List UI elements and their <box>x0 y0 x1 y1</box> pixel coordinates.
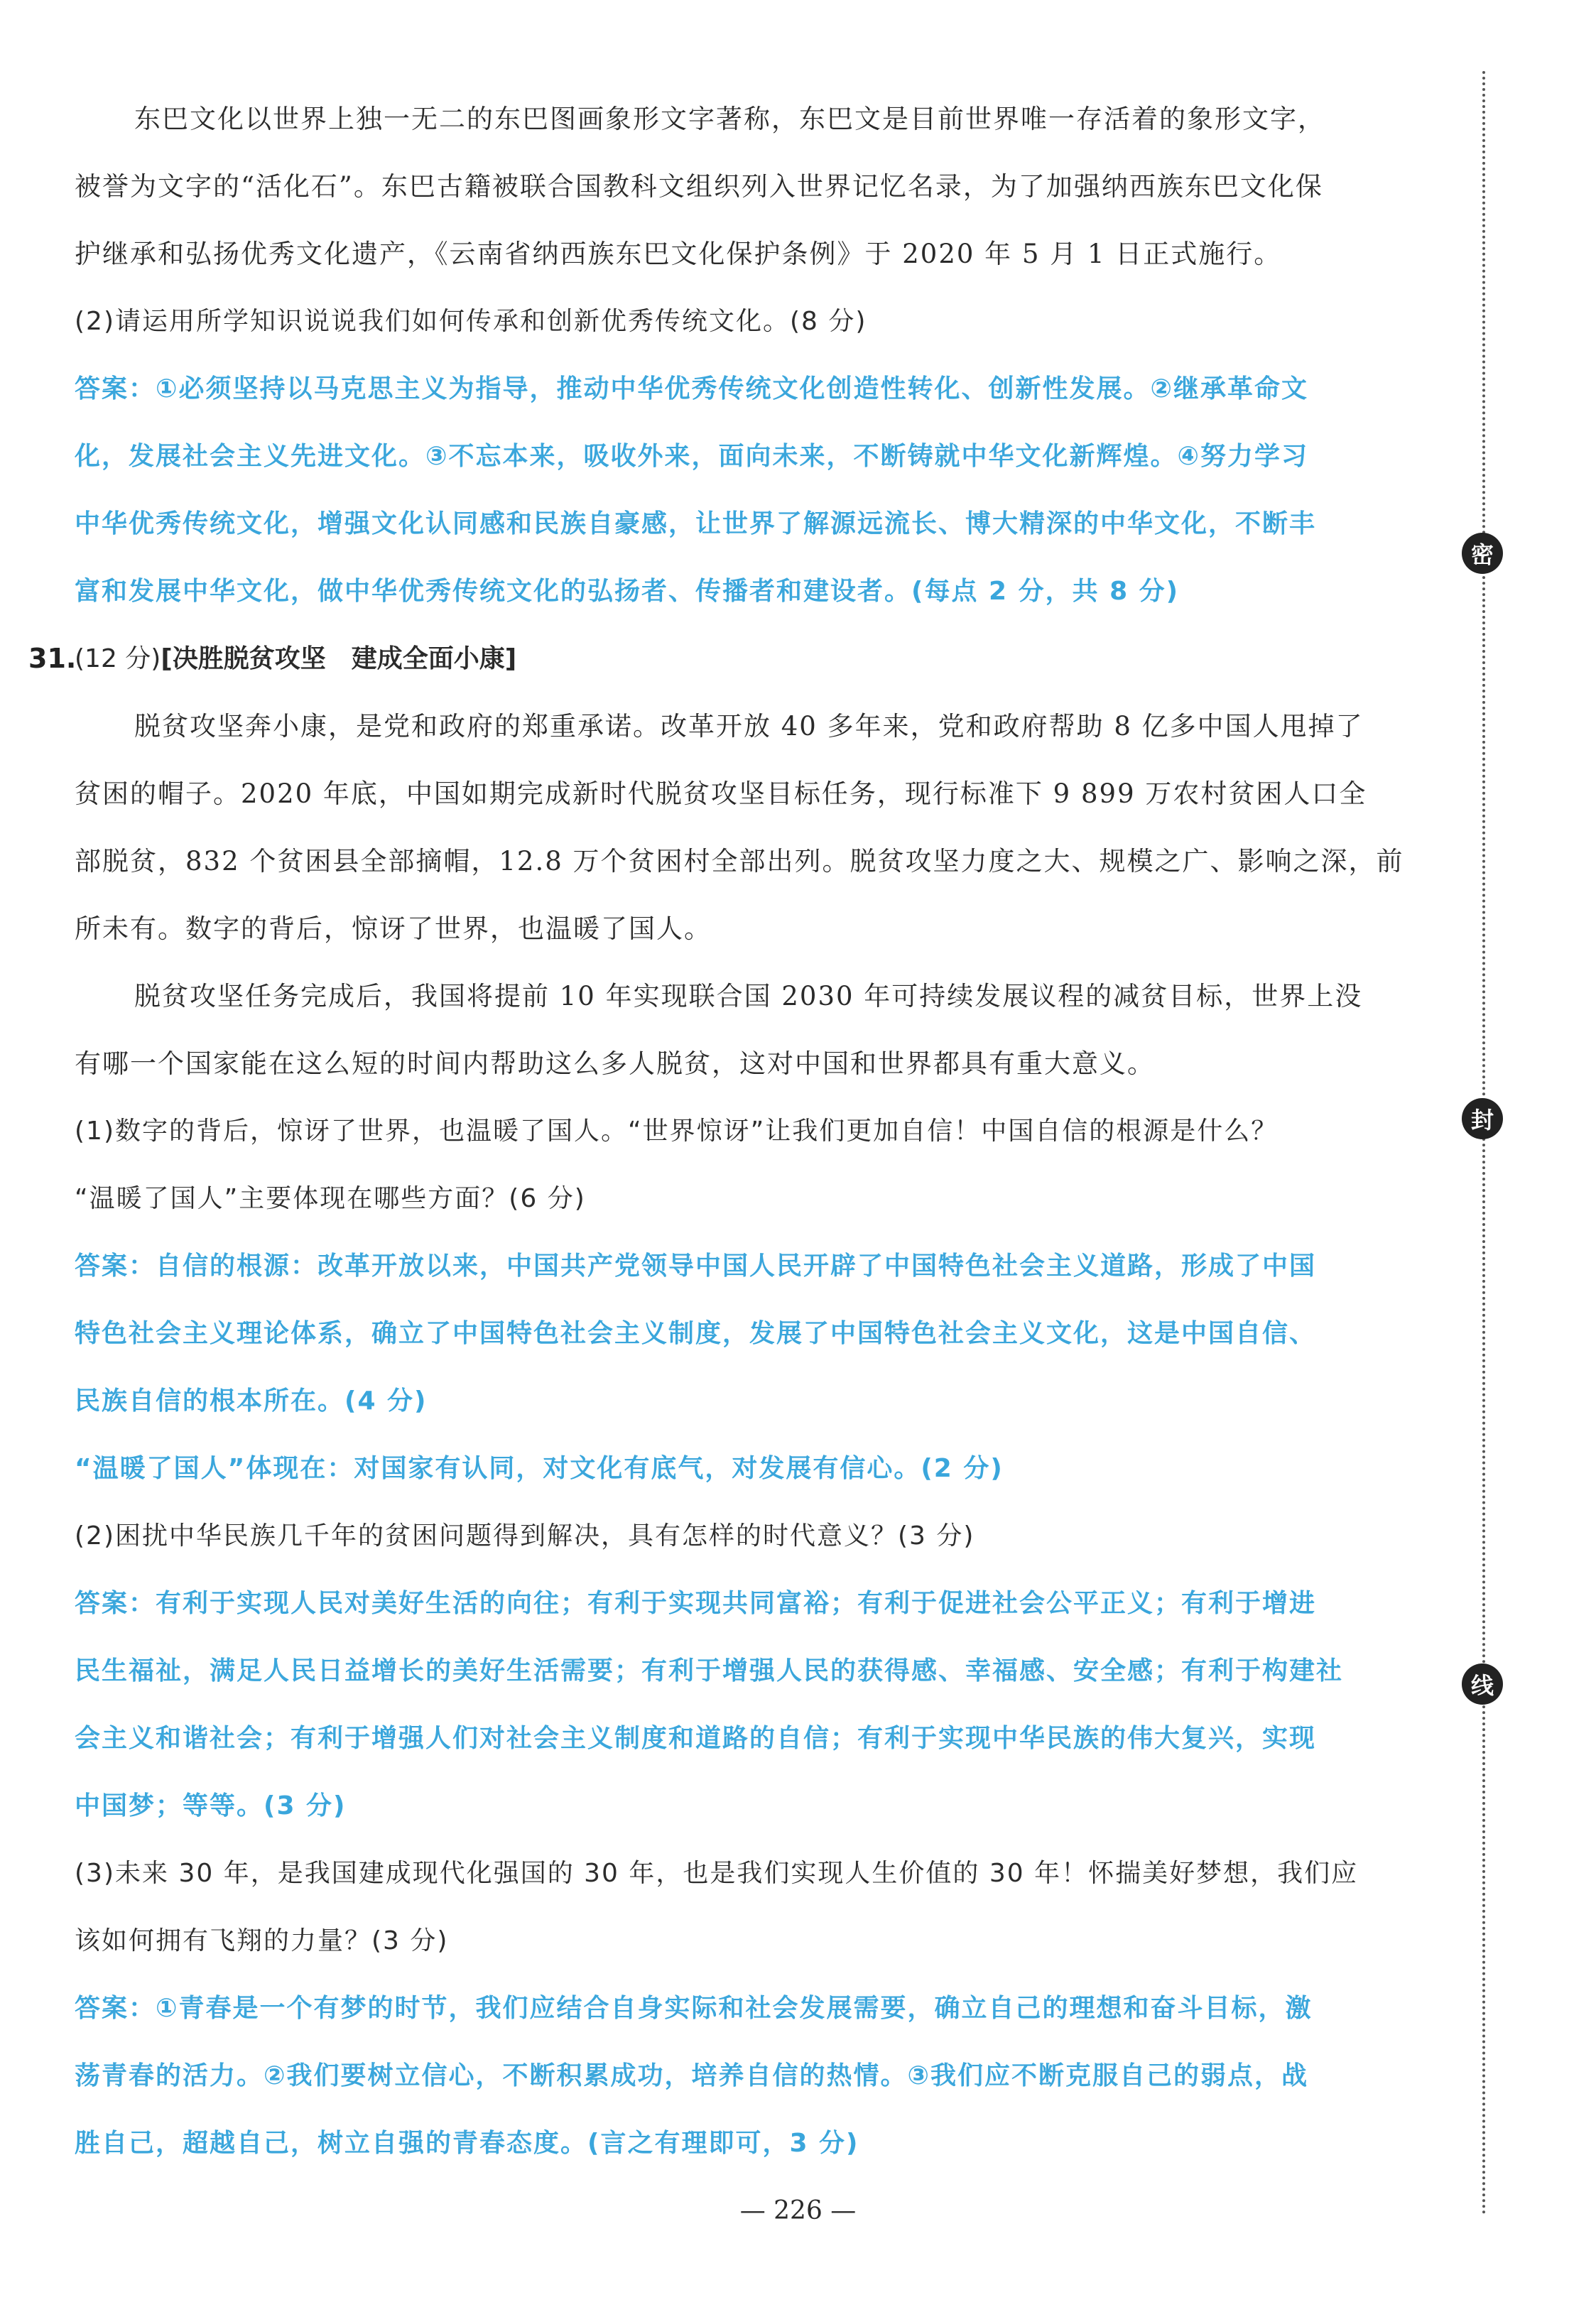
answer-line: 答案：①青春是一个有梦的时节，我们应结合自身实际和社会发展需要，确立自己的理想和奋斗目标，激 <box>75 1994 1313 2023</box>
passage-line: 被誉为文字的“活化石”。东巴古籍被联合国教科文组织列入世界记忆名录，为了加强纳西族东巴文化保 <box>75 171 1323 202</box>
question-number: 31. <box>28 643 77 674</box>
passage-line: 有哪一个国家能在这么短的时间内帮助这么多人脱贫，这对中国和世界都具有重大意义。 <box>75 1048 1155 1079</box>
question-score: (12 分) <box>75 644 161 673</box>
answer-line: “温暖了国人”体现在：对国家有认同，对文化有底气，对发展有信心。(2 分) <box>75 1454 1004 1483</box>
answer-line: 荡青春的活力。②我们要树立信心，不断积累成功，培养自信的热情。③我们应不断克服自己的弱点，战 <box>75 2061 1308 2090</box>
seal-mark: 封 <box>1462 1098 1503 1139</box>
page-number: — 226 — <box>739 2196 857 2225</box>
question-heading <box>28 625 1410 693</box>
answer-line: 胜自己，超越自己，树立自强的青春态度。(言之有理即可，3 分) <box>75 2129 859 2158</box>
passage-line: 护继承和弘扬优秀文化遗产，《云南省纳西族东巴文化保护条例》于 2020 年 5 月 1 日正式施行。 <box>75 239 1282 269</box>
answer-line: 化，发展社会主义先进文化。③不忘本来，吸收外来，面向未来，不断铸就中华文化新辉煌。④努力学习 <box>75 442 1308 471</box>
answer-line: 答案：自信的根源：改革开放以来，中国共产党领导中国人民开辟了中国特色社会主义道路，形成了中国 <box>75 1252 1317 1281</box>
answer-line: 答案：①必须坚持以马克思主义为指导，推动中华优秀传统文化创造性转化、创新性发展。②继承革命文 <box>75 374 1308 403</box>
question-topic: [决胜脱贫攻坚 建成全面小康] <box>161 644 517 673</box>
answer-line: 民生福祉，满足人民日益增长的美好生活需要；有利于增强人民的获得感、幸福感、安全感；有利于构建社 <box>75 1656 1344 1686</box>
answer-line: 中国梦；等等。(3 分) <box>75 1791 347 1820</box>
answer-line: 富和发展中华文化，做中华优秀传统文化的弘扬者、传播者和建设者。(每点 2 分，共 8 分) <box>75 577 1180 606</box>
answer-line: 中华优秀传统文化，增强文化认同感和民族自豪感，让世界了解源远流长、博大精深的中华文化，不断丰 <box>75 509 1317 538</box>
passage-line: 脱贫攻坚奔小康，是党和政府的郑重承诺。改革开放 40 多年来，党和政府帮助 8 亿多中国人甩掉了 <box>134 711 1364 742</box>
answer-line: 特色社会主义理论体系，确立了中国特色社会主义制度，发展了中国特色社会主义文化，这是中国自信、 <box>75 1319 1317 1348</box>
question-text: 该如何拥有飞翔的力量？(3 分) <box>75 1926 449 1955</box>
passage-line: 贫困的帽子。2020 年底，中国如期完成新时代脱贫攻坚目标任务，现行标准下 9 899 万农村贫困人口全 <box>75 778 1367 809</box>
question-text: (3)未来 30 年，是我国建成现代化强国的 30 年，也是我们实现人生价值的 30 年！怀揣美好梦想，我们应 <box>75 1859 1359 1888</box>
question-text: “温暖了国人”主要体现在哪些方面？(6 分) <box>75 1184 586 1213</box>
question-text: (1)数字的背后，惊讶了世界，也温暖了国人。“世界惊讶”让我们更加自信！中国自信的根源是什么？ <box>75 1117 1279 1146</box>
page-content <box>28 85 1410 2177</box>
answer-line: 会主义和谐社会；有利于增强人们对社会主义制度和道路的自信；有利于实现中华民族的伟大复兴，实现 <box>75 1724 1317 1753</box>
question-text: (2)请运用所学知识说说我们如何传承和创新优秀传统文化。(8 分) <box>75 307 867 336</box>
passage-line: 脱贫攻坚任务完成后，我国将提前 10 年实现联合国 2030 年可持续发展议程的减贫目标，世界上没 <box>134 981 1363 1011</box>
passage-line: 所未有。数字的背后，惊讶了世界，也温暖了国人。 <box>75 913 712 944</box>
seal-mark: 密 <box>1462 533 1503 574</box>
binding-dotted-line <box>1482 71 1485 2216</box>
question-text: (2)困扰中华民族几千年的贫困问题得到解决，具有怎样的时代意义？(3 分) <box>75 1521 975 1551</box>
seal-mark: 线 <box>1462 1663 1503 1705</box>
passage-line: 部脱贫，832 个贫困县全部摘帽，12.8 万个贫困村全部出列。脱贫攻坚力度之大、规模之广、影响之深，前 <box>75 846 1404 876</box>
passage-line: 东巴文化以世界上独一无二的东巴图画象形文字著称，东巴文是目前世界唯一存活着的象形文字， <box>134 104 1325 134</box>
answer-line: 民族自信的根本所在。(4 分) <box>75 1386 428 1416</box>
answer-line: 答案：有利于实现人民对美好生活的向往；有利于实现共同富裕；有利于促进社会公平正义；有利于增进 <box>75 1589 1317 1618</box>
